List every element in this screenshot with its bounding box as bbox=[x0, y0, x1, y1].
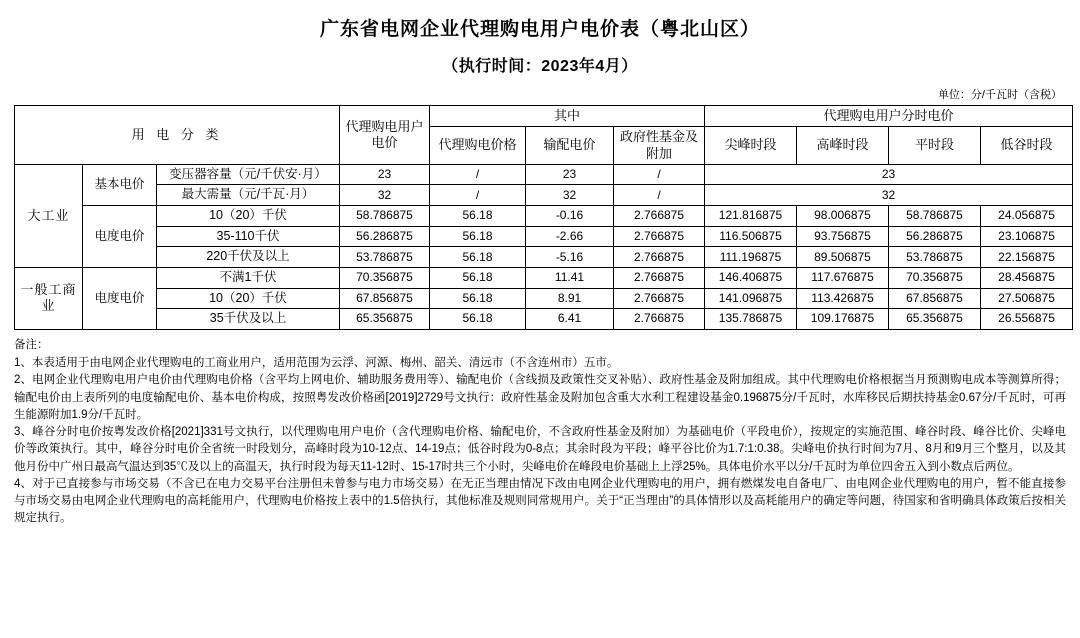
cell-transmission-price: -2.66 bbox=[526, 226, 614, 247]
cell-tip-period: 111.196875 bbox=[705, 247, 797, 268]
cell-agency-price: 58.786875 bbox=[340, 206, 430, 227]
header-gov-fund: 政府性基金及附加 bbox=[614, 127, 705, 165]
cell-flat-period: 53.786875 bbox=[889, 247, 981, 268]
cell-tip-period: 116.506875 bbox=[705, 226, 797, 247]
table-row bbox=[15, 164, 1073, 185]
cell-gov-fund: 2.766875 bbox=[614, 309, 705, 330]
cell-agency-price: 53.786875 bbox=[340, 247, 430, 268]
cell-gov-fund: 2.766875 bbox=[614, 267, 705, 288]
cell-purchase-price: / bbox=[430, 164, 526, 185]
cell-flat-period: 67.856875 bbox=[889, 288, 981, 309]
cell-tip-period: 135.786875 bbox=[705, 309, 797, 330]
cell-gov-fund: / bbox=[614, 185, 705, 206]
notes-section bbox=[14, 337, 1066, 528]
header-among-which: 其中 bbox=[430, 106, 705, 127]
cell-tou-merged: 23 bbox=[705, 164, 1073, 185]
cell-tip-period: 121.816875 bbox=[705, 206, 797, 227]
cell-purchase-price: 56.18 bbox=[430, 288, 526, 309]
cell-agency-price: 67.856875 bbox=[340, 288, 430, 309]
cell-peak-period: 98.006875 bbox=[797, 206, 889, 227]
cell-tou-merged: 32 bbox=[705, 185, 1073, 206]
cell-valley-period: 24.056875 bbox=[981, 206, 1073, 227]
cell-valley-period: 28.456875 bbox=[981, 267, 1073, 288]
cell-gov-fund: 2.766875 bbox=[614, 288, 705, 309]
header-agency-price: 代理购电用户电价 bbox=[340, 106, 430, 165]
unit-note: 单位：分/千瓦时（含税） bbox=[937, 89, 1062, 101]
cell-valley-period: 23.106875 bbox=[981, 226, 1073, 247]
cell-agency-price: 23 bbox=[340, 164, 430, 185]
header-purchase-price: 代理购电价格 bbox=[430, 127, 526, 165]
cell-purchase-price: 56.18 bbox=[430, 309, 526, 330]
row-label: 10（20）千伏 bbox=[157, 288, 340, 309]
note-item-4: 4、对于已直接参与市场交易（不含已在电力交易平台注册但未曾参与电力市场交易）在无正当理由情况下改由电网企业代理购电的用户，拥有燃煤发电自备电厂、由电网企业代理购电的用户，暂不能直接参与市场交易由电网企业代理购电的高耗能用户，代理购电价格按上表中的1.5倍执行，其他标准及规则同常规用户。关于“正当理由”的具体情形以及高耗能用户的确定等问题，待国家和省明确具体政策后按相关规定执行。 bbox=[14, 477, 1066, 525]
note-item-1: 1、本表适用于由电网企业代理购电的工商业用户，适用范围为云浮、河源、梅州、韶关、清远市（不含连州市）五市。 bbox=[14, 357, 619, 369]
cell-peak-period: 89.506875 bbox=[797, 247, 889, 268]
page-subtitle: （执行时间：2023年4月） bbox=[442, 58, 638, 75]
table-row bbox=[15, 226, 1073, 247]
cell-gov-fund: 2.766875 bbox=[614, 226, 705, 247]
cell-transmission-price: 11.41 bbox=[526, 267, 614, 288]
row-label: 220千伏及以上 bbox=[157, 247, 340, 268]
cell-agency-price: 32 bbox=[340, 185, 430, 206]
cell-agency-price: 65.356875 bbox=[340, 309, 430, 330]
row-label: 35-110千伏 bbox=[157, 226, 340, 247]
table-row bbox=[15, 267, 1073, 288]
note-item-2: 2、电网企业代理购电用户电价由代理购电价格（含平均上网电价、辅助服务费用等）、输配电价（含线损及政策性交叉补贴）、政府性基金及附加组成。其中代理购电价格根据当月预测购电成本等测算所得；输配电价由上表所列的电度输配电价、基本电价构成，按照粤发改价格函[2019]2729号文执行：政府性基金及附加包含重大水利工程建设基金0.196875分/千瓦时，水库移民后期扶持基金0.67分/千瓦时，可再生能源附加1.9分/千瓦时。 bbox=[14, 374, 1066, 421]
cell-valley-period: 26.556875 bbox=[981, 309, 1073, 330]
section-energy-price: 电度电价 bbox=[83, 206, 157, 268]
notes-heading: 备注： bbox=[14, 338, 49, 351]
cell-flat-period: 56.286875 bbox=[889, 226, 981, 247]
table-header-row bbox=[15, 106, 1073, 127]
header-category: 用 电 分 类 bbox=[15, 106, 340, 165]
header-tip-period: 尖峰时段 bbox=[705, 127, 797, 165]
header-transmission-price: 输配电价 bbox=[526, 127, 614, 165]
cell-gov-fund: / bbox=[614, 164, 705, 185]
cell-tip-period: 146.406875 bbox=[705, 267, 797, 288]
cell-gov-fund: 2.766875 bbox=[614, 206, 705, 227]
section-energy-price: 电度电价 bbox=[83, 267, 157, 329]
row-label: 不满1千伏 bbox=[157, 267, 340, 288]
cell-purchase-price: 56.18 bbox=[430, 247, 526, 268]
row-label: 最大需量（元/千瓦·月） bbox=[157, 185, 340, 206]
cell-agency-price: 56.286875 bbox=[340, 226, 430, 247]
cell-valley-period: 27.506875 bbox=[981, 288, 1073, 309]
section-basic-price: 基本电价 bbox=[83, 164, 157, 205]
category-large-industry: 大工业 bbox=[15, 164, 83, 267]
header-time-of-use: 代理购电用户分时电价 bbox=[705, 106, 1073, 127]
row-label: 变压器容量（元/千伏安·月） bbox=[157, 164, 340, 185]
cell-transmission-price: -0.16 bbox=[526, 206, 614, 227]
cell-gov-fund: 2.766875 bbox=[614, 247, 705, 268]
cell-purchase-price: 56.18 bbox=[430, 206, 526, 227]
cell-peak-period: 113.426875 bbox=[797, 288, 889, 309]
cell-purchase-price: 56.18 bbox=[430, 267, 526, 288]
cell-transmission-price: 23 bbox=[526, 164, 614, 185]
cell-peak-period: 109.176875 bbox=[797, 309, 889, 330]
header-peak-period: 高峰时段 bbox=[797, 127, 889, 165]
category-general-commercial: 一般工商业 bbox=[15, 267, 83, 329]
cell-peak-period: 117.676875 bbox=[797, 267, 889, 288]
row-label: 10（20）千伏 bbox=[157, 206, 340, 227]
header-flat-period: 平时段 bbox=[889, 127, 981, 165]
cell-purchase-price: / bbox=[430, 185, 526, 206]
cell-flat-period: 65.356875 bbox=[889, 309, 981, 330]
document-page bbox=[0, 14, 1080, 638]
table-row bbox=[15, 309, 1073, 330]
header-valley-period: 低谷时段 bbox=[981, 127, 1073, 165]
table-row bbox=[15, 206, 1073, 227]
cell-purchase-price: 56.18 bbox=[430, 226, 526, 247]
cell-transmission-price: -5.16 bbox=[526, 247, 614, 268]
cell-transmission-price: 6.41 bbox=[526, 309, 614, 330]
cell-agency-price: 70.356875 bbox=[340, 267, 430, 288]
table-row bbox=[15, 288, 1073, 309]
cell-tip-period: 141.096875 bbox=[705, 288, 797, 309]
cell-flat-period: 70.356875 bbox=[889, 267, 981, 288]
cell-valley-period: 22.156875 bbox=[981, 247, 1073, 268]
cell-flat-period: 58.786875 bbox=[889, 206, 981, 227]
table-row bbox=[15, 185, 1073, 206]
cell-transmission-price: 8.91 bbox=[526, 288, 614, 309]
cell-transmission-price: 32 bbox=[526, 185, 614, 206]
electricity-price-table bbox=[14, 105, 1073, 330]
row-label: 35千伏及以上 bbox=[157, 309, 340, 330]
table-row bbox=[15, 247, 1073, 268]
note-item-3: 3、峰谷分时电价按粤发改价格[2021]331号文执行，以代理购电用户电价（含代理购电价格、输配电价，不含政府性基金及附加）为基础电价（平段电价），按规定的实施范围、峰谷时段、峰谷比价、尖峰电价等政策执行。其中，峰谷分时电价全省统一时段划分，高峰时段为10-12点、14-19点；低谷时段为0-8点；其余时段为平段；峰平谷比价为1.7:1:0.38。尖峰电价执行时间为7月、8月和9月三个整月，以及其他月份中广州日最高气温达到35℃及以上的高温天，执行时段为每天11-12时、15-17时共三个小时，尖峰电价在峰段电价基础上上浮25%。具体电价水平以分/千瓦时为单位四舍五入到小数点后两位。 bbox=[14, 426, 1066, 473]
page-title: 广东省电网企业代理购电用户电价表（粤北山区） bbox=[319, 19, 760, 40]
cell-peak-period: 93.756875 bbox=[797, 226, 889, 247]
